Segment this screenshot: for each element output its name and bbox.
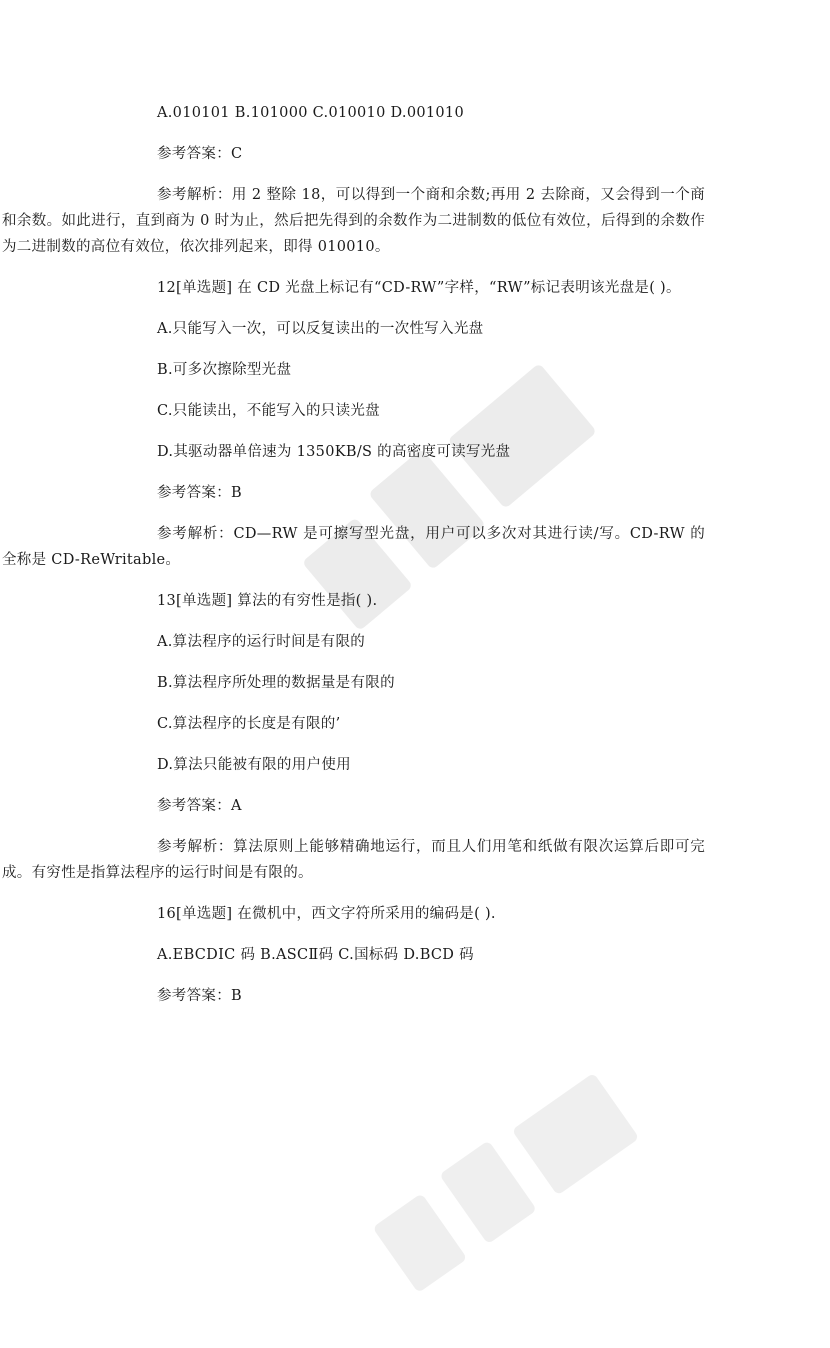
q13-option-d: D.算法只能被有限的用户使用: [157, 757, 351, 773]
q13-answer: 参考答案：A: [157, 798, 242, 814]
q12-analysis: 参考解析：CD—RW 是可擦写型光盘，用户可以多次对其进行读/写。CD-RW 的全称是 CD-ReWritable。: [2, 526, 705, 568]
q13-option-a: A.算法程序的运行时间是有限的: [157, 634, 366, 650]
q12-option-c: C.只能读出，不能写入的只读光盘: [157, 403, 380, 419]
q13-question: 13[单选题] 算法的有穷性是指( ).: [157, 593, 378, 609]
q12-option-b: B.可多次擦除型光盘: [157, 362, 292, 378]
document-body: [2, 100, 705, 1024]
q13-option-c: C.算法程序的长度是有限的’: [157, 716, 341, 732]
q12-question: 12[单选题] 在 CD 光盘上标记有“CD-RW”字样，“RW”标记表明该光盘是( )。: [157, 280, 681, 296]
q12-option-d: D.其驱动器单倍速为 1350KB/S 的高密度可读写光盘: [157, 444, 511, 460]
q12-option-a: A.只能写入一次，可以反复读出的一次性写入光盘: [157, 321, 484, 337]
q12-answer: 参考答案：B: [157, 485, 242, 501]
q11-analysis: 参考解析：用 2 整除 18，可以得到一个商和余数;再用 2 去除商，又会得到一个商和余数。如此进行，直到商为 0 时为止，然后把先得到的余数作为二进制数的低位有效位，后得到的余数作为二进制数的高位有效位，依次排列起来，即得 010010。: [2, 187, 705, 255]
q13-analysis: 参考解析：算法原则上能够精确地运行，而且人们用笔和纸做有限次运算后即可完成。有穷性是指算法程序的运行时间是有限的。: [2, 839, 705, 881]
q16-answer: 参考答案：B: [157, 988, 242, 1004]
watermark-logo-bottom: [330, 1012, 690, 1348]
q11-answer: 参考答案：C: [157, 146, 243, 162]
q13-option-b: B.算法程序所处理的数据量是有限的: [157, 675, 395, 691]
q16-options: A.EBCDIC 码 B.ASCⅡ码 C.国标码 D.BCD 码: [157, 947, 474, 963]
q11-options: A.010101 B.101000 C.010010 D.001010: [157, 105, 464, 121]
q16-question: 16[单选题] 在微机中，西文字符所采用的编码是( ).: [157, 906, 496, 922]
